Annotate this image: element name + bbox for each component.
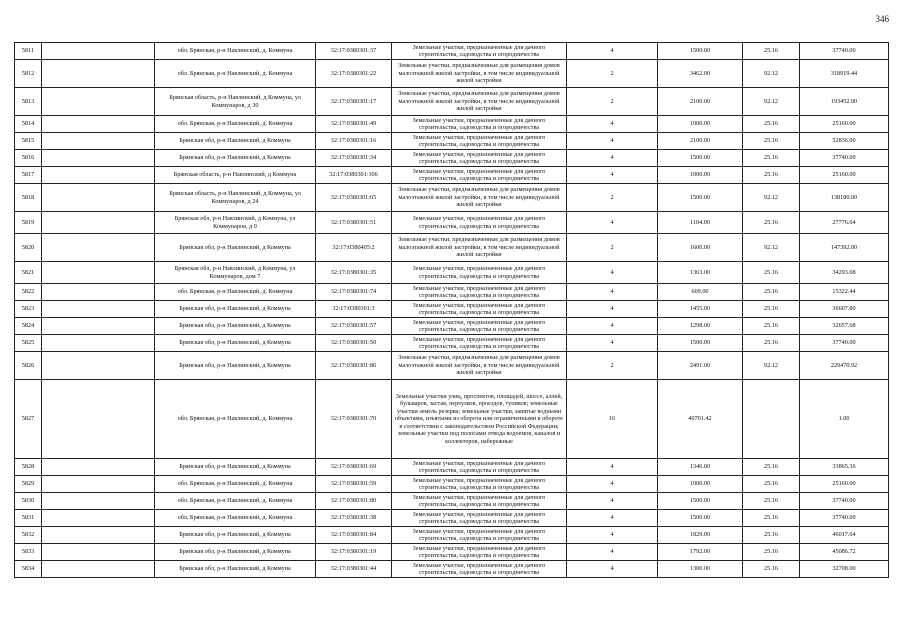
area-cell: 1104.00	[658, 212, 743, 234]
land-use-description-cell: Земельные участки, предназначенные для дачного строительства, садоводства и огородничества	[392, 116, 567, 133]
address-cell: обл. Брянская, р-н Навлинский, д. Коммуна	[155, 284, 316, 301]
land-use-description-cell: Земельные участки, предназначенные для дачного строительства, садоводства и огородничества	[392, 335, 567, 352]
group-cell: 16	[567, 380, 658, 459]
group-cell: 4	[567, 212, 658, 234]
cadastral-number-cell: 32:17:0380301:19	[316, 544, 392, 561]
cadastral-number-cell: 32:17:0380301:44	[316, 561, 392, 578]
cadastral-value-cell: 1.00	[800, 380, 889, 459]
cadastral-number-cell: 32:17:0380301:74	[316, 284, 392, 301]
area-cell: 1500.00	[658, 150, 743, 167]
address-cell: обл. Брянская, р-н Навлинский, д. Коммуна	[155, 43, 316, 60]
cadastral-number-cell: 32:17:0380301:59	[316, 476, 392, 493]
table-row	[15, 318, 889, 335]
rate-cell: 25.16	[743, 561, 800, 578]
cadastral-number-cell: 32:17:0380301:35	[316, 262, 392, 284]
row-number-cell: 5816	[15, 150, 42, 167]
land-use-description-cell: Земельные участки, предназначенные для дачного строительства, садоводства и огородничества	[392, 212, 567, 234]
address-cell: обл. Брянская, р-н Навлинский, д. Коммуна	[155, 380, 316, 459]
area-cell: 1300.00	[658, 561, 743, 578]
cadastral-value-cell: 46017.64	[800, 527, 889, 544]
land-use-description-cell: Земельные участки, предназначенные для дачного строительства, садоводства и огородничества	[392, 476, 567, 493]
table-row	[15, 476, 889, 493]
group-cell: 2	[567, 60, 658, 88]
group-cell: 4	[567, 527, 658, 544]
cadastral-value-cell: 45086.72	[800, 544, 889, 561]
cadastral-number-cell: 32:17:0380301:50	[316, 335, 392, 352]
cadastral-value-cell: 318919.44	[800, 60, 889, 88]
cadastral-value-cell: 37740.00	[800, 43, 889, 60]
table-row	[15, 335, 889, 352]
cadastral-value-cell: 37740.00	[800, 150, 889, 167]
address-cell: Брянская обл, р-н Навлинский, д Коммуна	[155, 335, 316, 352]
area-cell: 1000.00	[658, 167, 743, 184]
area-cell: 1600.00	[658, 234, 743, 262]
address-cell: обл. Брянская, р-н Навлинский, д. Коммуна	[155, 476, 316, 493]
address-cell: Брянская обл, р-н Навлинский, д Коммуна	[155, 150, 316, 167]
rate-cell: 25.16	[743, 133, 800, 150]
land-use-description-cell: Земельные участки улиц, проспектов, площадей, шоссе, аллей, бульваров, застав, переулков, проездов, тупиков; земельные участки земель резерва; земельные участки, занятые водными объектами, изъятыми из оборота или ограниченными в обороте в соответствии с законодательством Российской Федерации; земельные участки под полосами отвода водоемов, каналов и коллекторов, набережные	[392, 380, 567, 459]
land-use-description-cell: Земельные участки, предназначенные для дачного строительства, садоводства и огородничества	[392, 301, 567, 318]
cadastral-number-cell: 32:17:0380301:106	[316, 167, 392, 184]
address-cell: обл. Брянская, р-н Навлинский, д. Коммуна	[155, 60, 316, 88]
table-row	[15, 510, 889, 527]
cadastral-number-cell: 32:17:0380301:17	[316, 88, 392, 116]
cadastral-value-cell: 147392.00	[800, 234, 889, 262]
table-row	[15, 167, 889, 184]
area-cell: 1000.00	[658, 116, 743, 133]
cadastral-value-cell: 52836.00	[800, 133, 889, 150]
cadastral-number-cell: 32:17:0380301:65	[316, 184, 392, 212]
row-number-cell: 5815	[15, 133, 42, 150]
row-number-cell: 5813	[15, 88, 42, 116]
spacer-cell	[42, 527, 155, 544]
group-cell: 4	[567, 561, 658, 578]
table-row	[15, 262, 889, 284]
table-row	[15, 493, 889, 510]
spacer-cell	[42, 476, 155, 493]
land-use-description-cell: Земельные участки, предназначенные для дачного строительства, садоводства и огородничества	[392, 133, 567, 150]
table-row	[15, 527, 889, 544]
row-number-cell: 5826	[15, 352, 42, 380]
land-use-description-cell: Земельные участки, предназначенные для размещения домов малоэтажной жилой застройки, в том числе индивидуальной жилой застройки	[392, 234, 567, 262]
group-cell: 4	[567, 116, 658, 133]
row-number-cell: 5824	[15, 318, 42, 335]
cadastral-number-cell: 32:17:0380301:86	[316, 352, 392, 380]
cadastral-value-cell: 229470.92	[800, 352, 889, 380]
land-use-description-cell: Земельные участки, предназначенные для размещения домов малоэтажной жилой застройки, в том числе индивидуальной жилой застройки	[392, 352, 567, 380]
rate-cell: 25.16	[743, 459, 800, 476]
rate-cell: 25.16	[743, 510, 800, 527]
table-row	[15, 88, 889, 116]
rate-cell: 92.12	[743, 234, 800, 262]
area-cell: 1298.00	[658, 318, 743, 335]
rate-cell: 92.12	[743, 352, 800, 380]
address-cell: Брянская обл, р-н Навлинский, д Коммуна	[155, 561, 316, 578]
land-registry-table	[14, 42, 889, 578]
cadastral-value-cell: 193452.00	[800, 88, 889, 116]
land-use-description-cell: Земельные участки, предназначенные для дачного строительства, садоводства и огородничества	[392, 167, 567, 184]
spacer-cell	[42, 184, 155, 212]
land-use-description-cell: Земельные участки, предназначенные для дачного строительства, садоводства и огородничества	[392, 510, 567, 527]
group-cell: 4	[567, 476, 658, 493]
group-cell: 2	[567, 184, 658, 212]
group-cell: 4	[567, 301, 658, 318]
rate-cell	[743, 380, 800, 459]
cadastral-value-cell: 25160.00	[800, 476, 889, 493]
table-row	[15, 561, 889, 578]
area-cell: 609.00	[658, 284, 743, 301]
area-cell: 1829.00	[658, 527, 743, 544]
table-row	[15, 133, 889, 150]
table-row	[15, 212, 889, 234]
address-cell: Брянская область, р-н Навлинский, д Коммуна, ул Коммунаров, д 30	[155, 88, 316, 116]
land-use-description-cell: Земельные участки, предназначенные для дачного строительства, садоводства и огородничества	[392, 493, 567, 510]
row-number-cell: 5827	[15, 380, 42, 459]
cadastral-value-cell: 32657.68	[800, 318, 889, 335]
address-cell: Брянская обл, р-н Навлинский, д Коммуна, ул Коммунаров, дом 7	[155, 262, 316, 284]
group-cell: 4	[567, 335, 658, 352]
row-number-cell: 5821	[15, 262, 42, 284]
group-cell: 4	[567, 493, 658, 510]
address-cell: Брянская обл, р-н Навлинский, д Коммуна, ул Коммунаров, д 9	[155, 212, 316, 234]
cadastral-value-cell: 34293.08	[800, 262, 889, 284]
address-cell: Брянская обл, р-н Навлинский, д Коммуна	[155, 318, 316, 335]
cadastral-number-cell: 32:17:0380405:2	[316, 234, 392, 262]
group-cell: 2	[567, 352, 658, 380]
address-cell: Брянская область, р-н Навлинский, д Коммуна	[155, 167, 316, 184]
area-cell: 1500.00	[658, 43, 743, 60]
spacer-cell	[42, 88, 155, 116]
table-row	[15, 380, 889, 459]
address-cell: Брянская область, р-н Навлинский, д Коммуна, ул Коммунаров, д 24	[155, 184, 316, 212]
spacer-cell	[42, 352, 155, 380]
group-cell: 4	[567, 133, 658, 150]
land-use-description-cell: Земельные участки, предназначенные для дачного строительства, садоводства и огородничества	[392, 43, 567, 60]
group-cell: 4	[567, 262, 658, 284]
rate-cell: 25.16	[743, 318, 800, 335]
address-cell: Брянская обл, р-н Навлинский, д Коммуна	[155, 234, 316, 262]
address-cell: Брянская обл, р-н Навлинский, д Коммуна	[155, 544, 316, 561]
area-cell: 2100.00	[658, 88, 743, 116]
rate-cell: 92.12	[743, 88, 800, 116]
cadastral-number-cell: 32:17:0380301:84	[316, 527, 392, 544]
rate-cell: 25.16	[743, 476, 800, 493]
spacer-cell	[42, 133, 155, 150]
row-number-cell: 5833	[15, 544, 42, 561]
area-cell: 1792.00	[658, 544, 743, 561]
area-cell: 1455.00	[658, 301, 743, 318]
group-cell: 4	[567, 167, 658, 184]
cadastral-number-cell: 32:17:0380301:22	[316, 60, 392, 88]
land-use-description-cell: Земельные участки, предназначенные для дачного строительства, садоводства и огородничества	[392, 150, 567, 167]
cadastral-number-cell: 32:17:0380301:57	[316, 318, 392, 335]
cadastral-value-cell: 37740.00	[800, 335, 889, 352]
land-use-description-cell: Земельные участки, предназначенные для дачного строительства, садоводства и огородничества	[392, 544, 567, 561]
table-row	[15, 284, 889, 301]
address-cell: обл. Брянская, р-н Навлинский, д. Коммуна	[155, 116, 316, 133]
cadastral-value-cell: 37740.00	[800, 510, 889, 527]
area-cell: 1500.00	[658, 493, 743, 510]
cadastral-value-cell: 33865.36	[800, 459, 889, 476]
spacer-cell	[42, 150, 155, 167]
rate-cell: 25.16	[743, 544, 800, 561]
cadastral-number-cell: 32:17:0380301:16	[316, 133, 392, 150]
area-cell: 2491.00	[658, 352, 743, 380]
cadastral-number-cell: 32:17:0380301:34	[316, 150, 392, 167]
cadastral-number-cell: 32:17:0380301:80	[316, 493, 392, 510]
group-cell: 4	[567, 43, 658, 60]
table-row	[15, 352, 889, 380]
table-row	[15, 43, 889, 60]
row-number-cell: 5811	[15, 43, 42, 60]
area-cell: 1346.00	[658, 459, 743, 476]
address-cell: Брянская обл, р-н Навлинский, д Коммуна	[155, 352, 316, 380]
spacer-cell	[42, 60, 155, 88]
area-cell: 2100.00	[658, 133, 743, 150]
cadastral-number-cell: 32:17:0380301:70	[316, 380, 392, 459]
cadastral-number-cell: 32:17:0380301:49	[316, 116, 392, 133]
land-use-description-cell: Земельные участки, предназначенные для дачного строительства, садоводства и огородничества	[392, 284, 567, 301]
area-cell: 1500.00	[658, 335, 743, 352]
spacer-cell	[42, 510, 155, 527]
row-number-cell: 5820	[15, 234, 42, 262]
row-number-cell: 5834	[15, 561, 42, 578]
row-number-cell: 5819	[15, 212, 42, 234]
address-cell: обл. Брянская, р-н Навлинский, д. Коммуна	[155, 493, 316, 510]
row-number-cell: 5812	[15, 60, 42, 88]
rate-cell: 25.16	[743, 212, 800, 234]
rate-cell: 25.16	[743, 150, 800, 167]
rate-cell: 25.16	[743, 335, 800, 352]
land-use-description-cell: Земельные участки, предназначенные для дачного строительства, садоводства и огородничества	[392, 459, 567, 476]
spacer-cell	[42, 43, 155, 60]
group-cell: 4	[567, 318, 658, 335]
cadastral-number-cell: 32:17:0380301:37	[316, 43, 392, 60]
table-row	[15, 150, 889, 167]
row-number-cell: 5817	[15, 167, 42, 184]
spacer-cell	[42, 167, 155, 184]
spacer-cell	[42, 234, 155, 262]
rate-cell: 92.12	[743, 184, 800, 212]
table-row	[15, 459, 889, 476]
area-cell: 1363.00	[658, 262, 743, 284]
cadastral-number-cell: 32:17:0380301:69	[316, 459, 392, 476]
page-number: 346	[875, 14, 889, 24]
rate-cell: 25.16	[743, 527, 800, 544]
spacer-cell	[42, 544, 155, 561]
spacer-cell	[42, 301, 155, 318]
rate-cell: 25.16	[743, 284, 800, 301]
area-cell: 1500.00	[658, 510, 743, 527]
rate-cell: 25.16	[743, 43, 800, 60]
group-cell: 4	[567, 544, 658, 561]
rate-cell: 25.16	[743, 493, 800, 510]
rate-cell: 25.16	[743, 116, 800, 133]
group-cell: 2	[567, 88, 658, 116]
cadastral-number-cell: 32:17:0380301:38	[316, 510, 392, 527]
rate-cell: 25.16	[743, 301, 800, 318]
cadastral-value-cell: 25160.00	[800, 167, 889, 184]
cadastral-value-cell: 37740.00	[800, 493, 889, 510]
rate-cell: 92.12	[743, 60, 800, 88]
spacer-cell	[42, 561, 155, 578]
cadastral-value-cell: 32708.00	[800, 561, 889, 578]
rate-cell: 25.16	[743, 262, 800, 284]
land-use-description-cell: Земельные участки, предназначенные для размещения домов малоэтажной жилой застройки, в том числе индивидуальной жилой застройки	[392, 88, 567, 116]
cadastral-value-cell: 36607.80	[800, 301, 889, 318]
land-use-description-cell: Земельные участки, предназначенные для размещения домов малоэтажной жилой застройки, в том числе индивидуальной жилой застройки	[392, 60, 567, 88]
land-use-description-cell: Земельные участки, предназначенные для дачного строительства, садоводства и огородничества	[392, 561, 567, 578]
spacer-cell	[42, 284, 155, 301]
table-row	[15, 60, 889, 88]
spacer-cell	[42, 116, 155, 133]
row-number-cell: 5823	[15, 301, 42, 318]
table-row	[15, 184, 889, 212]
table-row	[15, 544, 889, 561]
address-cell: Брянская обл, р-н Навлинский, д Коммуна	[155, 527, 316, 544]
group-cell: 2	[567, 234, 658, 262]
area-cell: 40701.42	[658, 380, 743, 459]
spacer-cell	[42, 262, 155, 284]
group-cell: 4	[567, 459, 658, 476]
cadastral-value-cell: 27776.64	[800, 212, 889, 234]
spacer-cell	[42, 335, 155, 352]
spacer-cell	[42, 212, 155, 234]
address-cell: обл. Брянская, р-н Навлинский, д. Коммуна	[155, 510, 316, 527]
address-cell: Брянская обл, р-н Навлинский, д Коммуна	[155, 459, 316, 476]
land-use-description-cell: Земельные участки, предназначенные для дачного строительства, садоводства и огородничества	[392, 527, 567, 544]
area-cell: 3462.00	[658, 60, 743, 88]
land-use-description-cell: Земельные участки, предназначенные для дачного строительства, садоводства и огородничества	[392, 262, 567, 284]
row-number-cell: 5830	[15, 493, 42, 510]
row-number-cell: 5825	[15, 335, 42, 352]
group-cell: 4	[567, 510, 658, 527]
spacer-cell	[42, 493, 155, 510]
row-number-cell: 5822	[15, 284, 42, 301]
rate-cell: 25.16	[743, 167, 800, 184]
group-cell: 4	[567, 150, 658, 167]
area-cell: 1000.00	[658, 476, 743, 493]
cadastral-value-cell: 15322.44	[800, 284, 889, 301]
area-cell: 1500.00	[658, 184, 743, 212]
row-number-cell: 5832	[15, 527, 42, 544]
cadastral-value-cell: 138180.00	[800, 184, 889, 212]
spacer-cell	[42, 318, 155, 335]
row-number-cell: 5831	[15, 510, 42, 527]
row-number-cell: 5828	[15, 459, 42, 476]
table-row	[15, 116, 889, 133]
group-cell: 4	[567, 284, 658, 301]
table-row	[15, 301, 889, 318]
address-cell: Брянская обл, р-н Навлинский, д Коммуна	[155, 301, 316, 318]
address-cell: Брянская обл, р-н Навлинский, д Коммуна	[155, 133, 316, 150]
row-number-cell: 5814	[15, 116, 42, 133]
cadastral-value-cell: 25160.00	[800, 116, 889, 133]
row-number-cell: 5818	[15, 184, 42, 212]
row-number-cell: 5829	[15, 476, 42, 493]
cadastral-number-cell: 32:17:0380301:3	[316, 301, 392, 318]
cadastral-number-cell: 32:17:0380301:51	[316, 212, 392, 234]
land-use-description-cell: Земельные участки, предназначенные для дачного строительства, садоводства и огородничества	[392, 318, 567, 335]
spacer-cell	[42, 459, 155, 476]
spacer-cell	[42, 380, 155, 459]
land-use-description-cell: Земельные участки, предназначенные для размещения домов малоэтажной жилой застройки, в том числе индивидуальной жилой застройки	[392, 184, 567, 212]
table-row	[15, 234, 889, 262]
